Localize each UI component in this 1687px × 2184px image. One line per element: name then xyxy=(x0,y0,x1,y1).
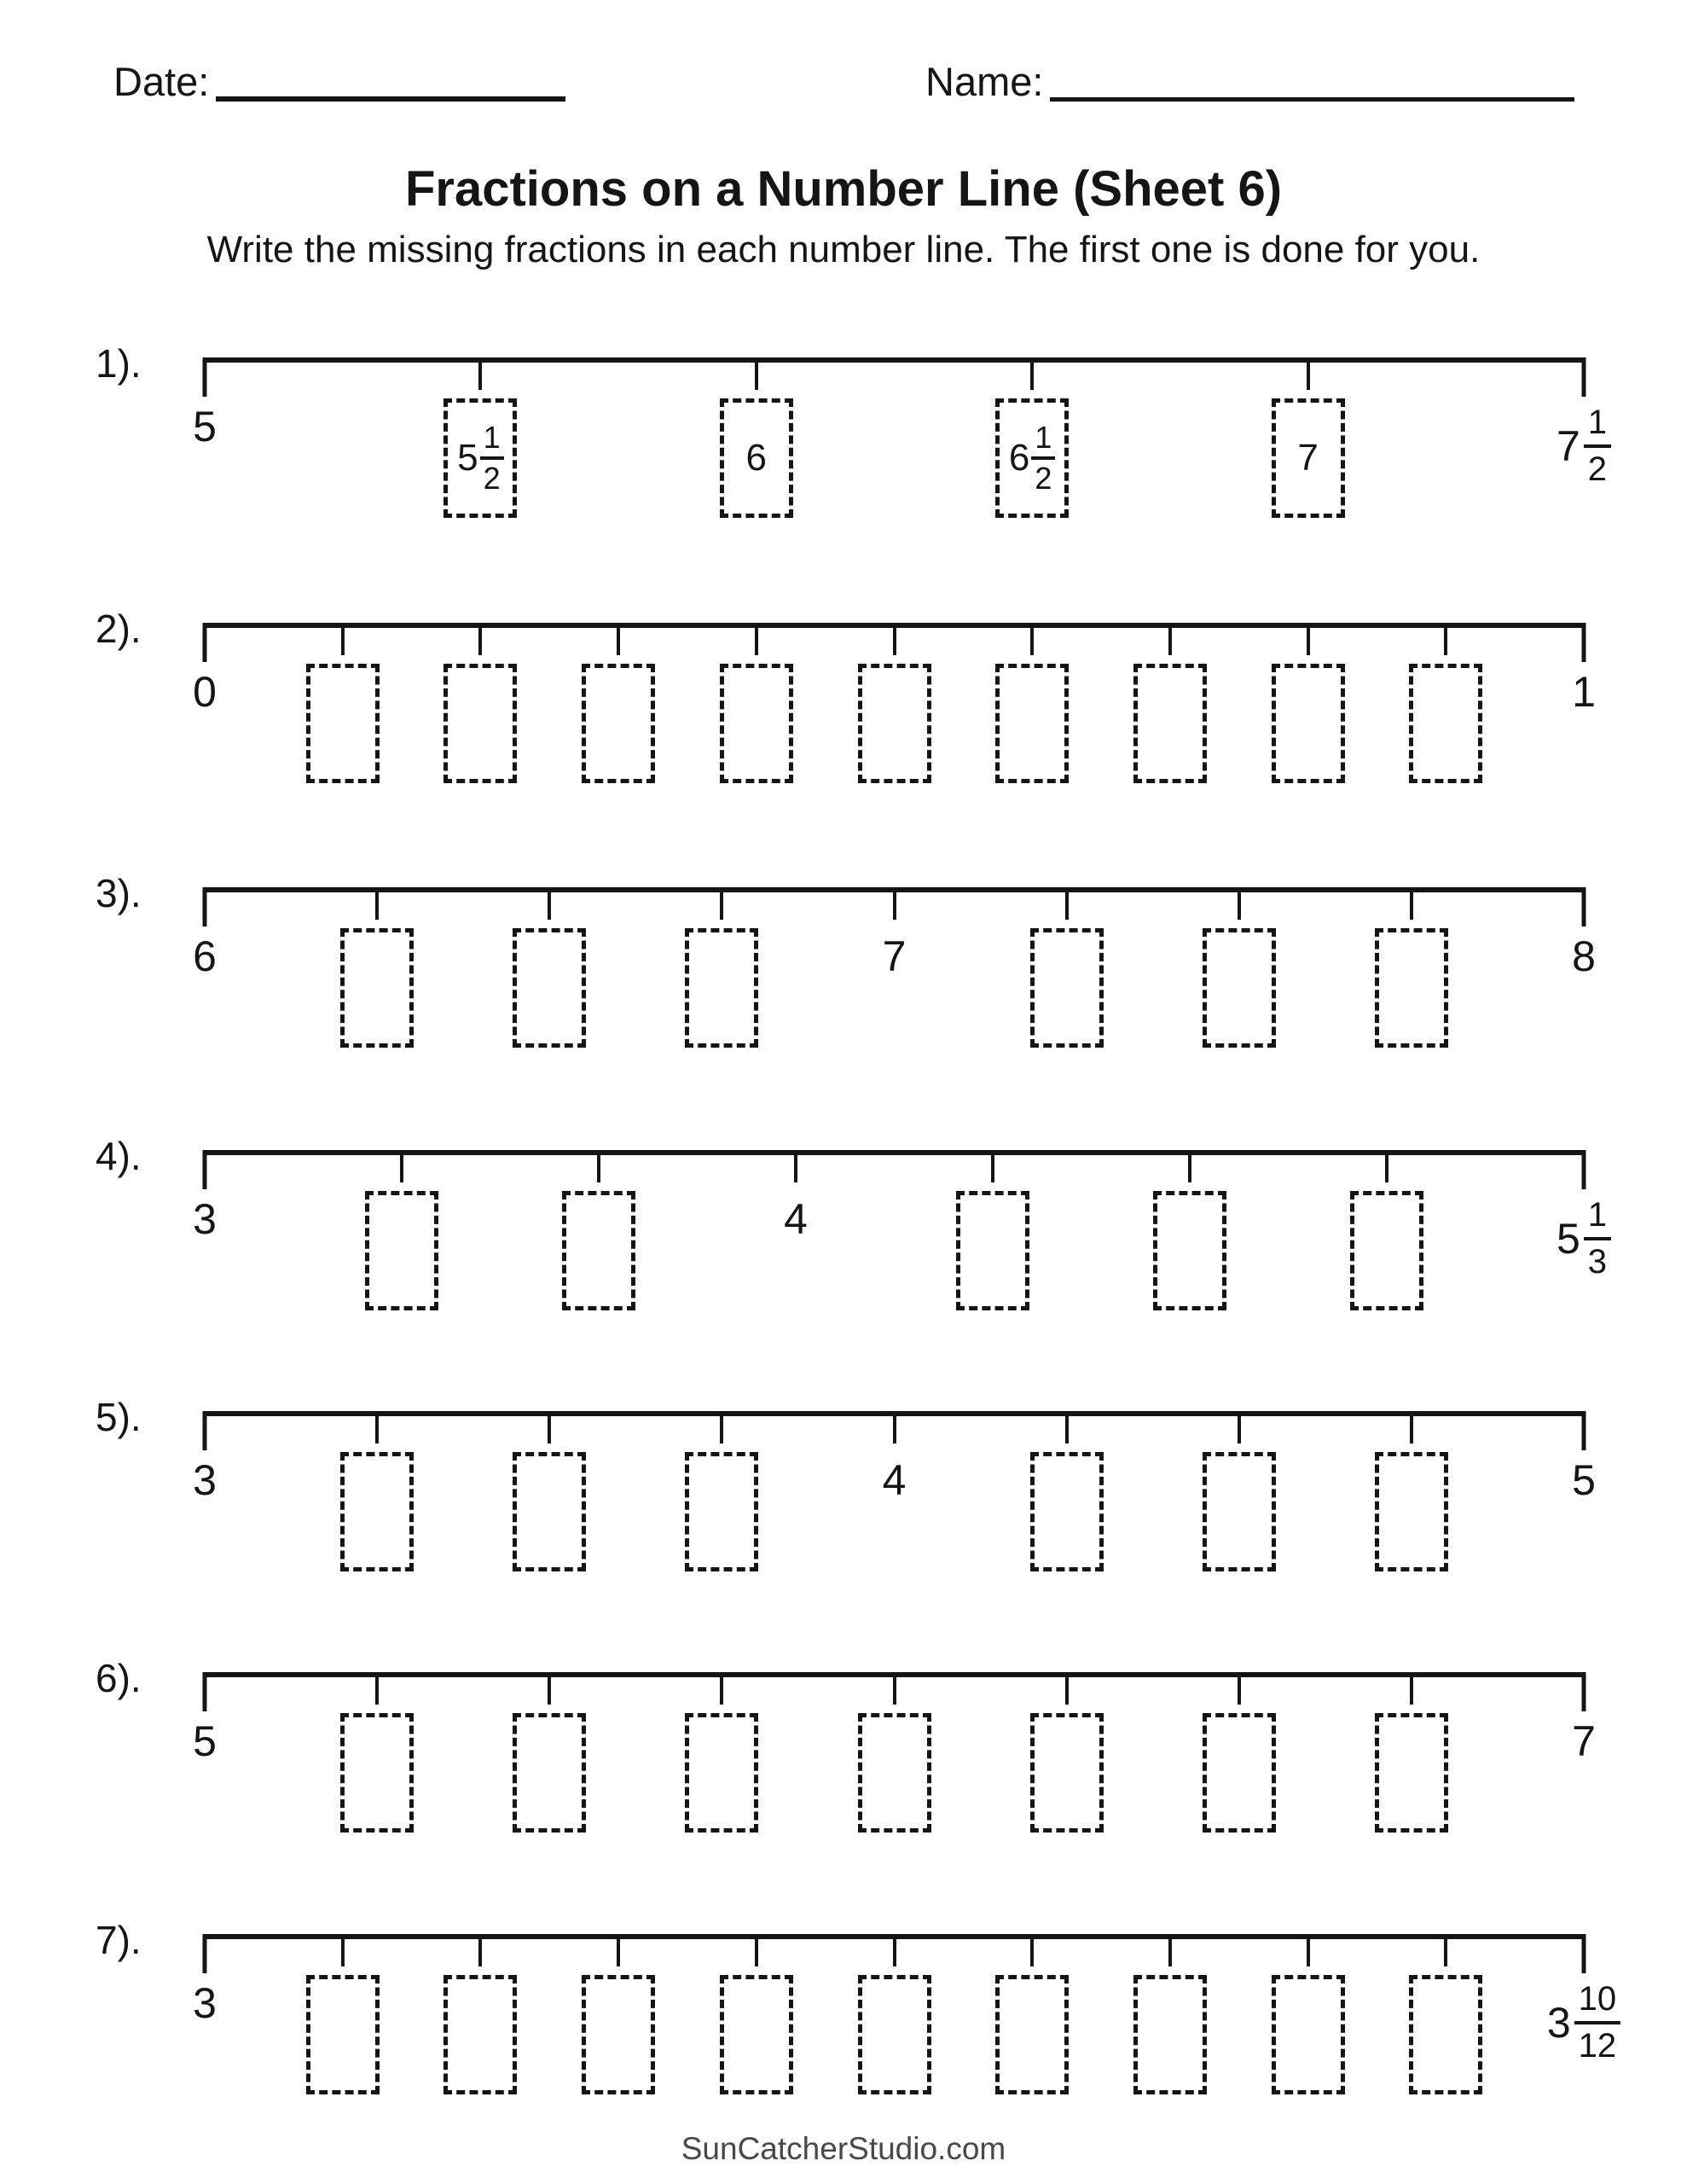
answer-box[interactable] xyxy=(1203,1452,1276,1571)
mixed-number xyxy=(193,1717,217,1765)
tick-content xyxy=(1030,928,1104,1048)
tick-content xyxy=(1030,1452,1104,1571)
tick-mark xyxy=(893,1411,896,1443)
tick-mark xyxy=(1582,357,1586,397)
tick-mark xyxy=(478,357,482,390)
tick-content xyxy=(340,1713,414,1833)
whole-number: 7 xyxy=(1297,437,1319,479)
number-line xyxy=(193,887,1596,1075)
whole-number: 3 xyxy=(193,1456,217,1504)
answer-box[interactable] xyxy=(1030,1713,1104,1833)
tick-content xyxy=(1133,664,1207,783)
tick-mark xyxy=(1030,1934,1034,1966)
tick-mark xyxy=(720,1411,723,1443)
date-label: Date: xyxy=(113,59,210,104)
tick-mark xyxy=(1238,887,1241,920)
tick-content xyxy=(1153,1191,1226,1310)
answer-box[interactable] xyxy=(720,398,793,518)
tick-content xyxy=(1203,1452,1276,1571)
tick-label xyxy=(1557,398,1611,486)
whole-number: 6 xyxy=(745,437,768,479)
whole-number: 5 xyxy=(193,403,217,450)
tick-content xyxy=(513,928,586,1048)
tick-mark xyxy=(1168,1934,1172,1966)
answer-box[interactable] xyxy=(443,398,517,518)
tick-content xyxy=(1272,1975,1345,2094)
tick-content xyxy=(720,1975,793,2094)
tick-content xyxy=(193,1975,217,2027)
problem-number: 3). xyxy=(96,871,142,915)
tick-mark xyxy=(203,1411,207,1450)
problem-number: 7). xyxy=(96,1918,142,1962)
answer-box[interactable] xyxy=(1272,398,1345,518)
tick-mark xyxy=(375,1672,379,1705)
problem-number: 6). xyxy=(96,1656,142,1700)
tick-mark xyxy=(1582,1150,1586,1189)
answer-box[interactable] xyxy=(858,1713,931,1833)
tick-mark xyxy=(1410,1672,1413,1705)
mixed-number xyxy=(1572,668,1596,716)
tick-content xyxy=(193,1452,217,1502)
tick-content xyxy=(365,1191,438,1310)
problem-row-3 xyxy=(0,871,1687,1101)
mixed-number xyxy=(193,1456,217,1504)
fraction-numerator: 1 xyxy=(480,422,504,460)
answer-box[interactable] xyxy=(582,664,655,783)
tick-content xyxy=(1030,1713,1104,1833)
tick-mark xyxy=(1582,1672,1586,1711)
number-line xyxy=(193,1934,1617,2122)
tick-mark xyxy=(1582,887,1586,926)
tick-mark xyxy=(617,623,620,655)
tick-content xyxy=(193,398,217,448)
fraction-numerator: 1 xyxy=(1584,1198,1611,1240)
tick-content xyxy=(443,398,517,518)
tick-content xyxy=(685,928,758,1048)
tick-mark xyxy=(548,1411,551,1443)
tick-content xyxy=(685,1452,758,1571)
mixed-number xyxy=(1572,1717,1596,1765)
tick-mark xyxy=(617,1934,620,1966)
tick-content xyxy=(1203,1713,1276,1833)
mixed-number xyxy=(1547,1982,1620,2063)
answer-box[interactable] xyxy=(340,928,414,1048)
problem-number: 1). xyxy=(96,341,142,386)
fraction xyxy=(1584,1198,1611,1279)
answer-box[interactable] xyxy=(513,928,586,1048)
tick-mark xyxy=(1410,887,1413,920)
tick-content xyxy=(513,1713,586,1833)
answer-box[interactable] xyxy=(513,1452,586,1571)
fraction-denominator: 3 xyxy=(1587,1243,1608,1281)
tick-mark xyxy=(400,1150,403,1182)
tick-label xyxy=(193,928,217,978)
fraction-denominator: 2 xyxy=(483,461,501,496)
fraction-numerator: 1 xyxy=(1031,422,1055,460)
tick-mark xyxy=(203,1672,207,1711)
tick-content xyxy=(562,1191,635,1310)
tick-label xyxy=(1557,1191,1611,1279)
mixed-number xyxy=(457,422,504,494)
mixed-number xyxy=(193,668,217,716)
number-line xyxy=(193,1150,1608,1338)
tick-mark xyxy=(203,1934,207,1973)
tick-mark xyxy=(203,357,207,397)
answer-box[interactable] xyxy=(306,664,380,783)
mixed-number xyxy=(193,405,217,448)
mixed-number xyxy=(882,1456,907,1504)
tick-content xyxy=(513,1452,586,1571)
fraction xyxy=(1574,1982,1621,2063)
tick-mark xyxy=(1307,623,1310,655)
tick-mark xyxy=(1582,623,1586,662)
number-line-bar xyxy=(205,1150,1584,1155)
tick-content xyxy=(1375,1452,1448,1571)
tick-mark xyxy=(1444,623,1447,655)
number-line-bar xyxy=(205,357,1584,363)
answer-box[interactable] xyxy=(443,664,517,783)
number-line xyxy=(193,623,1596,810)
tick-mark xyxy=(375,887,379,920)
whole-number: 4 xyxy=(784,1195,808,1243)
tick-content xyxy=(883,928,907,978)
answer-box[interactable] xyxy=(1409,1975,1482,2094)
answer-box[interactable] xyxy=(685,928,758,1048)
tick-content xyxy=(1133,1975,1207,2094)
whole-number: 4 xyxy=(882,1456,907,1504)
mixed-number xyxy=(193,1979,217,2027)
mixed-number xyxy=(193,932,217,980)
tick-content xyxy=(193,928,217,978)
tick-label xyxy=(1572,928,1596,978)
tick-mark xyxy=(1307,1934,1310,1966)
tick-mark xyxy=(893,1934,896,1966)
fraction xyxy=(1031,422,1055,494)
whole-number: 3 xyxy=(193,1979,217,2027)
answer-box[interactable] xyxy=(306,1975,380,2094)
fraction-denominator: 12 xyxy=(1578,2027,1617,2065)
tick-mark xyxy=(548,887,551,920)
answer-box[interactable] xyxy=(1030,1452,1104,1571)
tick-mark xyxy=(755,623,758,655)
tick-content xyxy=(995,664,1069,783)
answer-box[interactable] xyxy=(995,398,1069,518)
problem-row-2 xyxy=(0,607,1687,836)
tick-content xyxy=(883,1452,907,1502)
whole-number: 8 xyxy=(1572,932,1596,980)
whole-number: 3 xyxy=(193,1195,217,1243)
tick-content xyxy=(1350,1191,1423,1310)
tick-mark xyxy=(1238,1672,1241,1705)
whole-number: 5 xyxy=(1572,1456,1596,1504)
problem-row-7 xyxy=(0,1918,1687,2147)
answer-box[interactable] xyxy=(720,1975,793,2094)
tick-mark xyxy=(478,1934,482,1966)
answer-box[interactable] xyxy=(956,1191,1029,1310)
tick-mark xyxy=(341,1934,345,1966)
answer-box[interactable] xyxy=(1030,928,1104,1048)
tick-mark xyxy=(893,623,896,655)
tick-content xyxy=(443,1975,517,2094)
whole-number: 5 xyxy=(193,1717,217,1765)
answer-box[interactable] xyxy=(1375,1452,1448,1571)
tick-label xyxy=(1547,1975,1620,2063)
tick-mark xyxy=(1188,1150,1191,1182)
whole-number: 7 xyxy=(1572,1717,1596,1765)
mixed-number xyxy=(1557,405,1611,486)
tick-label xyxy=(1572,1713,1596,1763)
whole-number: 5 xyxy=(457,437,478,479)
tick-content xyxy=(1557,1191,1611,1279)
tick-mark xyxy=(991,1150,994,1182)
mixed-number xyxy=(1572,932,1596,980)
tick-label xyxy=(784,1191,808,1243)
tick-content xyxy=(582,664,655,783)
tick-mark xyxy=(1410,1411,1413,1443)
fraction-numerator: 10 xyxy=(1574,1982,1621,2024)
answer-box[interactable] xyxy=(995,1975,1069,2094)
tick-content xyxy=(1572,1452,1596,1502)
tick-label xyxy=(1572,1452,1596,1502)
footer-credit: SunCatcherStudio.com xyxy=(681,2131,1006,2166)
mixed-number xyxy=(1572,1456,1596,1504)
answer-box[interactable] xyxy=(995,664,1069,783)
tick-mark xyxy=(1582,1934,1586,1973)
answer-box[interactable] xyxy=(858,664,931,783)
tick-content xyxy=(1409,664,1482,783)
whole-number: 1 xyxy=(1572,668,1596,716)
problem-row-6 xyxy=(0,1656,1687,1885)
fraction-denominator: 2 xyxy=(1035,461,1052,496)
tick-content xyxy=(685,1713,758,1833)
mixed-number xyxy=(193,1195,217,1243)
tick-mark xyxy=(203,1150,207,1189)
tick-label xyxy=(883,928,907,978)
mixed-number xyxy=(882,932,907,980)
tick-content xyxy=(582,1975,655,2094)
tick-label xyxy=(193,1713,217,1763)
fraction-numerator: 1 xyxy=(1584,405,1611,448)
whole-number: 5 xyxy=(1556,1214,1580,1263)
whole-number: 6 xyxy=(1008,437,1030,479)
answer-box[interactable] xyxy=(340,1452,414,1571)
tick-mark xyxy=(893,1672,896,1705)
tick-content xyxy=(858,664,931,783)
name-label: Name: xyxy=(925,59,1044,104)
tick-mark xyxy=(1030,623,1034,655)
tick-mark xyxy=(478,623,482,655)
tick-content xyxy=(956,1191,1029,1310)
tick-content xyxy=(995,398,1069,518)
tick-content xyxy=(858,1975,931,2094)
answer-box[interactable] xyxy=(365,1191,438,1310)
mixed-number xyxy=(746,439,767,477)
tick-mark xyxy=(720,887,723,920)
answer-box[interactable] xyxy=(685,1713,758,1833)
tick-label xyxy=(193,398,217,448)
number-line xyxy=(193,357,1608,545)
problem-number: 2). xyxy=(96,607,142,651)
answer-box[interactable] xyxy=(1350,1191,1423,1310)
problem-row-5 xyxy=(0,1395,1687,1624)
tick-mark xyxy=(203,623,207,662)
tick-label xyxy=(193,1975,217,2027)
tick-mark xyxy=(1168,623,1172,655)
answer-box[interactable] xyxy=(685,1452,758,1571)
answer-box[interactable] xyxy=(720,664,793,783)
tick-mark xyxy=(203,887,207,926)
page-instructions: Write the missing fractions in each number line. The first one is done for you. xyxy=(206,229,1481,270)
answer-box[interactable] xyxy=(1203,928,1276,1048)
tick-label xyxy=(1572,664,1596,716)
fraction xyxy=(480,422,504,494)
tick-mark xyxy=(1065,1672,1069,1705)
tick-content xyxy=(1572,928,1596,978)
whole-number: 7 xyxy=(1556,421,1580,470)
tick-mark xyxy=(720,1672,723,1705)
tick-mark xyxy=(1385,1150,1388,1182)
tick-mark xyxy=(597,1150,600,1182)
mixed-number xyxy=(1297,439,1318,477)
answer-box[interactable] xyxy=(858,1975,931,2094)
answer-box[interactable] xyxy=(443,1975,517,2094)
tick-content xyxy=(193,664,217,716)
tick-mark xyxy=(548,1672,551,1705)
tick-content xyxy=(784,1191,808,1243)
tick-content xyxy=(443,664,517,783)
tick-label xyxy=(193,664,217,716)
tick-content xyxy=(1572,664,1596,716)
tick-content xyxy=(1272,398,1345,518)
answer-box[interactable] xyxy=(1203,1713,1276,1833)
answer-box[interactable] xyxy=(513,1713,586,1833)
answer-box[interactable] xyxy=(340,1713,414,1833)
tick-content xyxy=(1203,928,1276,1048)
fraction-denominator: 2 xyxy=(1587,450,1608,488)
tick-mark xyxy=(341,623,345,655)
answer-box[interactable] xyxy=(562,1191,635,1310)
tick-mark xyxy=(1065,887,1069,920)
number-line xyxy=(193,1672,1596,1860)
tick-content xyxy=(720,664,793,783)
tick-mark xyxy=(1238,1411,1241,1443)
tick-label xyxy=(193,1191,217,1243)
fraction xyxy=(1584,405,1611,486)
whole-number: 6 xyxy=(193,932,217,980)
tick-content xyxy=(1409,1975,1482,2094)
problem-row-4 xyxy=(0,1134,1687,1363)
tick-mark xyxy=(375,1411,379,1443)
tick-content xyxy=(1547,1975,1620,2063)
tick-content xyxy=(1572,1713,1596,1763)
answer-box[interactable] xyxy=(1272,664,1345,783)
tick-mark xyxy=(755,357,758,390)
answer-box[interactable] xyxy=(1133,664,1207,783)
tick-mark xyxy=(794,1150,797,1182)
answer-box[interactable] xyxy=(1272,1975,1345,2094)
answer-box[interactable] xyxy=(1375,1713,1448,1833)
tick-mark xyxy=(1065,1411,1069,1443)
answer-box[interactable] xyxy=(1375,928,1448,1048)
tick-content xyxy=(193,1713,217,1763)
tick-content xyxy=(306,664,380,783)
problem-row-1 xyxy=(0,341,1687,571)
answer-box[interactable] xyxy=(1153,1191,1226,1310)
tick-content xyxy=(720,398,793,518)
number-line xyxy=(193,1411,1596,1599)
tick-content xyxy=(306,1975,380,2094)
answer-box[interactable] xyxy=(1133,1975,1207,2094)
tick-mark xyxy=(893,887,896,920)
tick-label xyxy=(883,1452,907,1502)
mixed-number xyxy=(784,1195,808,1243)
tick-content xyxy=(858,1713,931,1833)
tick-content xyxy=(1272,664,1345,783)
page-title: Fractions on a Number Line (Sheet 6) xyxy=(404,161,1283,217)
whole-number: 3 xyxy=(1546,1998,1571,2047)
tick-mark xyxy=(755,1934,758,1966)
tick-content xyxy=(340,928,414,1048)
tick-content xyxy=(995,1975,1069,2094)
mixed-number xyxy=(1557,1198,1611,1279)
answer-box[interactable] xyxy=(582,1975,655,2094)
problem-number: 4). xyxy=(96,1134,142,1178)
tick-mark xyxy=(1444,1934,1447,1966)
answer-box[interactable] xyxy=(1409,664,1482,783)
tick-label xyxy=(193,1452,217,1502)
tick-mark xyxy=(1582,1411,1586,1450)
whole-number: 7 xyxy=(882,932,907,980)
whole-number: 0 xyxy=(193,668,217,716)
problem-number: 5). xyxy=(96,1395,142,1439)
mixed-number xyxy=(1009,422,1056,494)
tick-mark xyxy=(1030,357,1034,390)
tick-mark xyxy=(1307,357,1310,390)
tick-content xyxy=(340,1452,414,1571)
tick-content xyxy=(193,1191,217,1243)
tick-content xyxy=(1375,1713,1448,1833)
tick-content xyxy=(1375,928,1448,1048)
tick-content xyxy=(1557,398,1611,486)
